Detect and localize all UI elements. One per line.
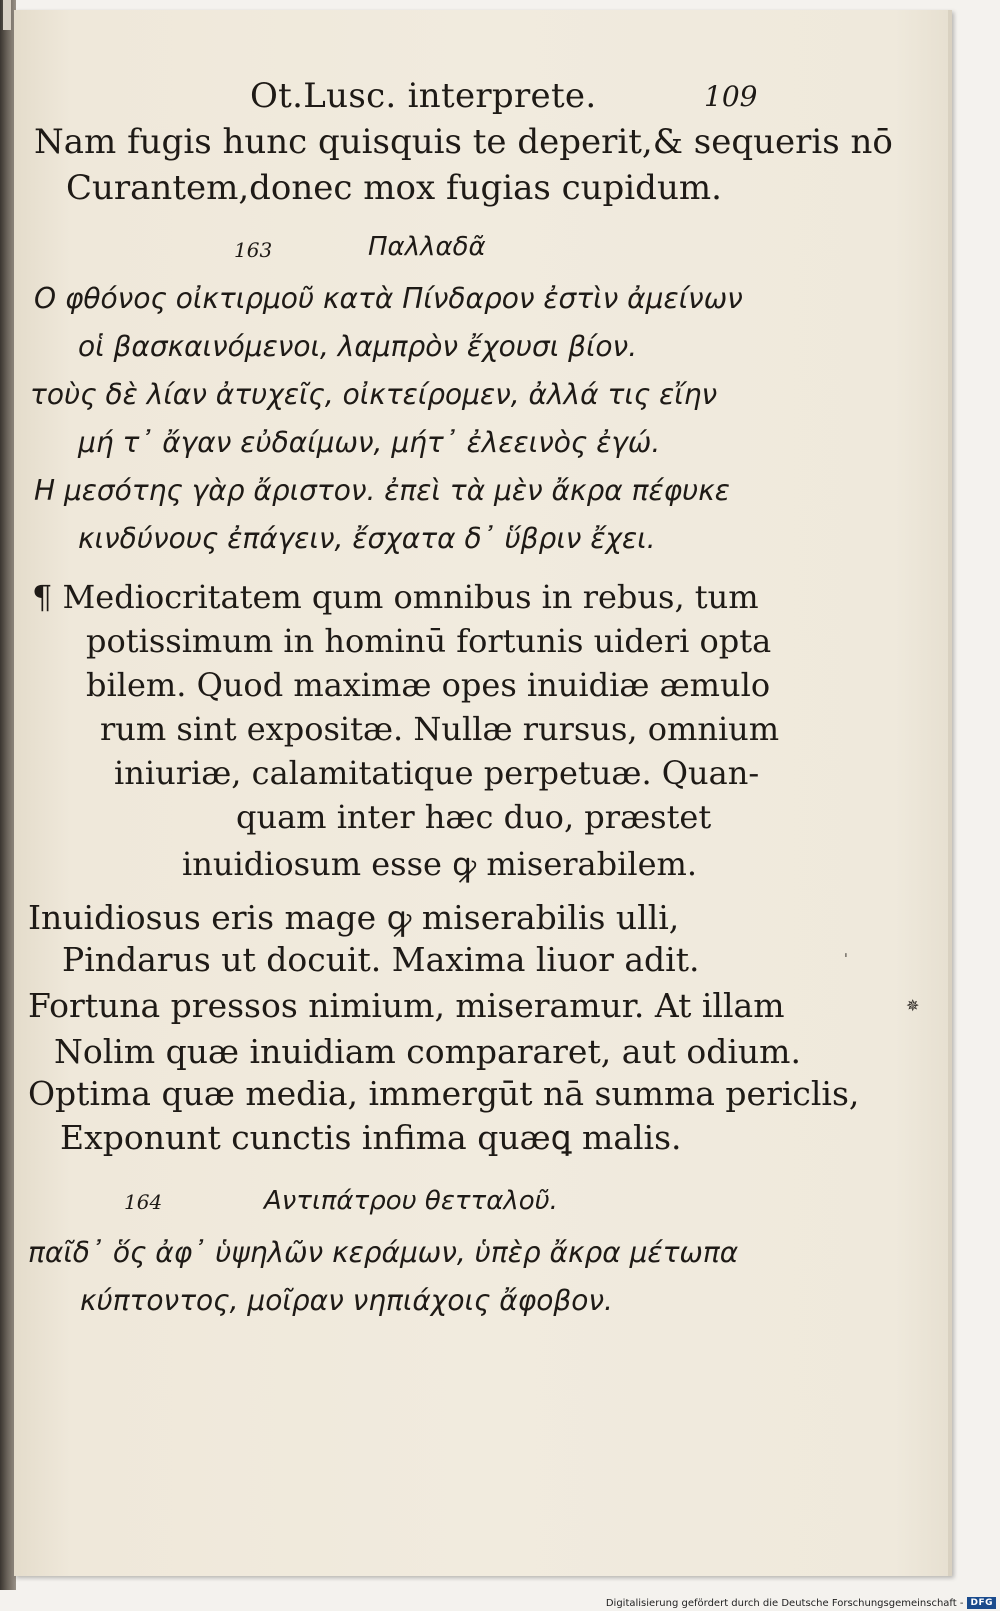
epigram-164-author: Αντιπάτρου θετταλοῦ. xyxy=(264,1186,558,1216)
greek-163-line-6: κινδύνους ἐπάγειν, ἔσχατα δ᾽ ὕβριν ἔχει. xyxy=(78,522,656,555)
dfg-credit-text: Digitalisierung gefördert durch die Deutsche Forschungsgemeinschaft - xyxy=(605,1597,964,1609)
page-edge xyxy=(948,10,952,1576)
epigram-164-number: 164 xyxy=(124,1190,163,1214)
latin-verse-line-4: Nolim quæ inuidiam compararet, aut odium. xyxy=(54,1032,801,1071)
page-number: 109 xyxy=(704,80,758,113)
commentary-line-6: quam inter hæc duo, præstet xyxy=(236,798,712,836)
dfg-credit xyxy=(606,1597,996,1609)
greek-164-line-2: κύπτοντος, μοῖραν νηπιάχοις ἄφοβον. xyxy=(80,1284,613,1317)
latin-verse-line-6: Exponunt cunctis infima quæꝗ malis. xyxy=(60,1118,682,1157)
margin-star-mark: ✵ xyxy=(906,996,920,1015)
greek-163-line-3: τοὺς δὲ λίαν ἀτυχεῖς, οἰκτείρομεν, ἀλλά τις εἴην xyxy=(30,378,718,411)
continuation-line-2: Curantem,donec mox fugias cupidum. xyxy=(66,168,722,208)
commentary-line-5: iniuriæ, calamitatique perpetuæ. Quan- xyxy=(114,754,760,792)
commentary-line-1: ¶ Mediocritatem qum omnibus in rebus, tum xyxy=(32,578,759,616)
latin-verse-line-3: Fortuna pressos nimium, miseramur. At illam xyxy=(28,986,785,1025)
dfg-logo: DFG xyxy=(967,1597,996,1609)
margin-tick-mark: ˈ xyxy=(844,952,848,968)
continuation-line-1: Nam fugis hunc quisquis te deperit,& sequeris nō xyxy=(34,122,893,162)
commentary-line-3: bilem. Quod maximæ opes inuidiæ æmulo xyxy=(86,666,771,704)
greek-164-line-1: παῖδ᾽ ὅς ἀφ᾽ ὑψηλῶν κεράμων, ὑπὲρ ἄκρα μέτωπα xyxy=(28,1236,739,1269)
latin-verse-line-5: Optima quæ media, immergūt nā summa periclis, xyxy=(28,1074,860,1113)
greek-163-line-2: οἱ βασκαινόμενοι, λαμπρὸν ἔχουσι βίον. xyxy=(78,330,638,363)
commentary-line-4: rum sint expositæ. Nullæ rursus, omnium xyxy=(100,710,780,748)
greek-163-line-5: Η μεσότης γὰρ ἄριστον. ἐπεὶ τὰ μὲν ἄκρα πέφυκε xyxy=(34,474,730,507)
running-head: Ot.Lusc. interprete. xyxy=(250,76,597,116)
latin-verse-line-2: Pindarus ut docuit. Maxima liuor adit. xyxy=(62,940,700,979)
greek-163-line-1: Ο φθόνος οἰκτιρμοῦ κατὰ Πίνδαρον ἐστὶν ἀμείνων xyxy=(34,282,743,315)
book-page xyxy=(14,10,952,1576)
commentary-line-7: inuidiosum esse ꝙ miserabilem. xyxy=(182,845,698,883)
epigram-163-number: 163 xyxy=(234,238,273,262)
spine-stitch xyxy=(3,0,11,30)
commentary-line-2: potissimum in hominū fortunis uideri opta xyxy=(86,622,772,660)
latin-verse-line-1: Inuidiosus eris mage ꝙ miserabilis ulli, xyxy=(28,898,680,937)
greek-163-line-4: μή τ᾽ ἄγαν εὐδαίμων, μήτ᾽ ἐλεεινὸς ἐγώ. xyxy=(78,426,661,459)
epigram-163-author: Παλλαδᾶ xyxy=(368,232,486,262)
